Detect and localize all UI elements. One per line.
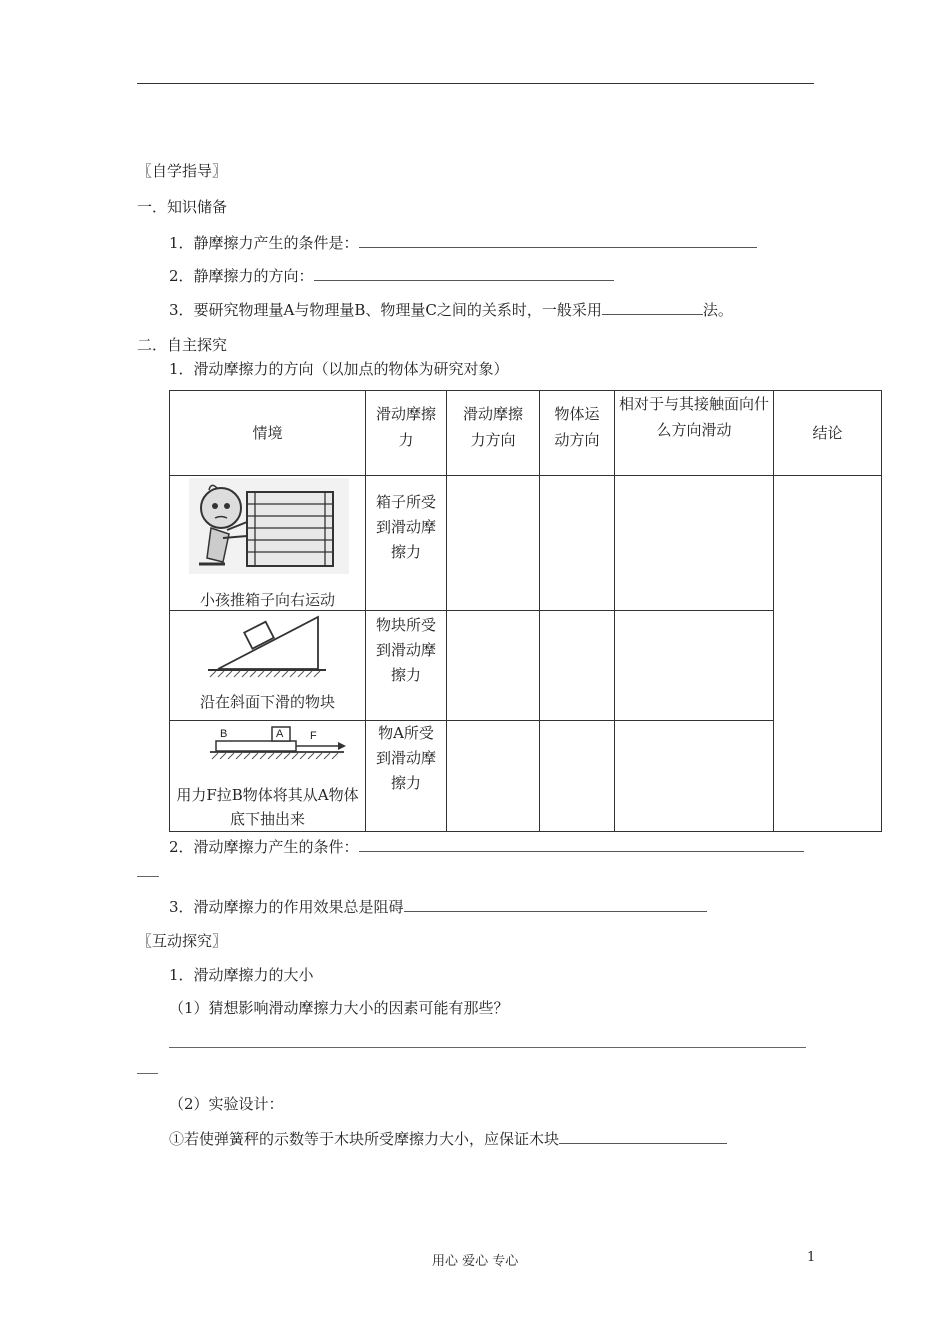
empty-cell[interactable] — [615, 611, 774, 721]
fig3-label-f: F — [310, 730, 317, 742]
empty-cell[interactable] — [540, 721, 615, 832]
item-text: 1．静摩擦力产生的条件是： — [169, 234, 359, 252]
answer-blank-continuation[interactable] — [137, 876, 159, 877]
item-text: 3．要研究物理量A与物理量B、物理量C之间的关系时，一般采用 — [169, 301, 602, 319]
child-pushing-box-figure — [189, 478, 349, 574]
item-static-friction-condition — [169, 232, 757, 253]
empty-cell[interactable] — [447, 721, 540, 832]
header-friction-direction-text: 滑动摩擦力方向 — [462, 405, 523, 449]
force-text-2: 物块所受到滑动摩擦力 — [376, 616, 437, 684]
empty-cell[interactable] — [540, 476, 615, 611]
answer-blank[interactable] — [314, 279, 614, 281]
scenario-cell-1 — [170, 476, 366, 611]
answer-blank[interactable] — [602, 313, 703, 315]
item-text: 2．滑动摩擦力产生的条件： — [169, 838, 359, 856]
part2-sub3 — [169, 896, 707, 917]
header-friction-direction — [447, 391, 540, 476]
part1-title: 一．知识储备 — [137, 198, 228, 216]
force-cell-1 — [366, 476, 447, 611]
conclusion-cell[interactable] — [774, 476, 882, 832]
pull-board-figure — [188, 725, 348, 769]
item-text: ①若使弹簧秤的示数等于木块所受摩擦力大小，应保证木块 — [169, 1130, 560, 1148]
item-method — [169, 299, 733, 320]
header-friction — [366, 391, 447, 476]
force-cell-3 — [366, 721, 447, 832]
page-number: 1 — [807, 1250, 816, 1265]
header-relative-slide-text: 相对于与其接触面向什么方向滑动 — [619, 395, 770, 439]
part3-sub1: 1．滑动摩擦力的大小 — [169, 966, 314, 984]
empty-cell[interactable] — [540, 611, 615, 721]
force-text-1: 箱子所受到滑动摩擦力 — [376, 493, 437, 561]
answer-blank[interactable] — [359, 850, 804, 852]
item-text: 3．滑动摩擦力的作用效果总是阻碍 — [169, 898, 404, 916]
empty-cell[interactable] — [615, 721, 774, 832]
footer-motto: 用心 爱心 专心 — [432, 1254, 519, 1269]
part3-q2-item — [169, 1128, 727, 1149]
fig3-label-a: A — [276, 728, 284, 740]
part3-q1: （1）猜想影响滑动摩擦力大小的因素可能有那些？ — [169, 999, 509, 1017]
fig3-label-b: B — [220, 728, 228, 740]
item-tail: 法。 — [702, 301, 733, 319]
part3-q2: （2）实验设计： — [169, 1095, 284, 1113]
answer-blank[interactable] — [404, 910, 707, 912]
part2-sub1: 1．滑动摩擦力的方向（以加点的物体为研究对象） — [169, 360, 509, 378]
header-relative-slide — [615, 391, 774, 476]
scenario-caption-3: 用力F拉B物体将其从A物体底下抽出来 — [176, 786, 359, 828]
scenario-cell-3 — [170, 721, 366, 832]
item-text: 2．静摩擦力的方向： — [169, 267, 314, 285]
header-motion-direction — [540, 391, 615, 476]
friction-direction-table — [169, 390, 882, 832]
scenario-cell-2 — [170, 611, 366, 721]
part2-title: 二．自主探究 — [137, 336, 228, 354]
header-friction-text: 滑动摩擦力 — [376, 405, 437, 449]
interactive-heading: 〖互动探究〗 — [137, 932, 228, 950]
force-text-3: 物A所受到滑动摩擦力 — [376, 724, 437, 792]
empty-cell[interactable] — [447, 611, 540, 721]
scenario-caption-1: 小孩推箱子向右运动 — [199, 591, 335, 609]
force-cell-2 — [366, 611, 447, 721]
empty-cell[interactable] — [615, 476, 774, 611]
item-static-friction-direction — [169, 265, 614, 286]
header-conclusion: 结论 — [774, 391, 882, 476]
scenario-caption-2: 沿在斜面下滑的物块 — [199, 693, 335, 711]
header-scenario: 情境 — [170, 391, 366, 476]
header-rule — [137, 83, 814, 84]
guide-heading: 〖自学指导〗 — [137, 162, 228, 180]
answer-blank[interactable] — [359, 246, 757, 248]
answer-line[interactable] — [169, 1047, 806, 1048]
answer-line-continuation[interactable] — [137, 1073, 158, 1074]
empty-cell[interactable] — [447, 476, 540, 611]
header-motion-direction-text: 物体运动方向 — [554, 405, 600, 449]
incline-block-figure — [208, 615, 328, 679]
answer-blank[interactable] — [559, 1142, 727, 1144]
part2-sub2 — [169, 836, 804, 857]
